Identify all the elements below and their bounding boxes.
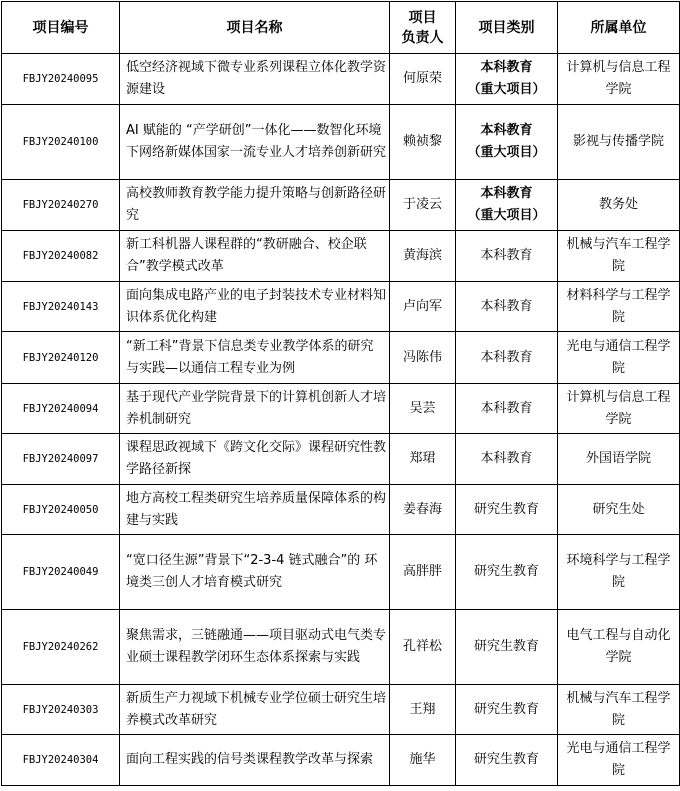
cell-category <box>456 384 558 434</box>
cell-code: FBJY20240094 <box>2 384 120 434</box>
cell-name: 地方高校工程类研究生培养质量保障体系的构建与实践 <box>120 485 390 535</box>
cell-leader: 吴芸 <box>390 384 456 434</box>
cell-unit: 光电与通信工程学院 <box>558 735 680 786</box>
header-code: 项目编号 <box>2 2 120 54</box>
category-line1: 研究生教育 <box>473 701 539 717</box>
cell-unit: 环境科学与工程学院 <box>558 535 680 610</box>
cell-category <box>456 685 558 735</box>
cell-category <box>456 180 558 231</box>
cell-name: AI 赋能的 “产学研创”一体化——数智化环境下网络新媒体国家一流专业人才培养创新研究 <box>120 105 390 180</box>
cell-unit: 计算机与信息工程学院 <box>558 54 680 105</box>
cell-name: 聚焦需求，三链融通——项目驱动式电气类专业硕士课程教学闭环生态体系探索与实践 <box>120 610 390 685</box>
header-leader <box>390 2 456 54</box>
cell-name: 基于现代产业学院背景下的计算机创新人才培养机制研究 <box>120 384 390 434</box>
header-unit: 所属单位 <box>558 2 680 54</box>
cell-name: 课程思政视域下《跨文化交际》课程研究性教学路径新探 <box>120 434 390 485</box>
cell-unit: 机械与汽车工程学院 <box>558 685 680 735</box>
cell-leader: 姜春海 <box>390 485 456 535</box>
category-line1: 本科教育 <box>480 298 533 314</box>
header-category: 项目类别 <box>456 2 558 54</box>
category-line1: 研究生教育 <box>473 639 539 654</box>
cell-name: 面向集成电路产业的电子封装技术专业材料知识体系优化构建 <box>120 282 390 332</box>
cell-code: FBJY20240095 <box>2 54 120 105</box>
cell-category <box>456 54 558 105</box>
cell-leader: 高胖胖 <box>390 535 456 610</box>
cell-unit: 教务处 <box>558 180 680 231</box>
cell-leader: 孔祥松 <box>390 610 456 685</box>
cell-category <box>456 105 558 180</box>
cell-code: FBJY20240303 <box>2 685 120 735</box>
table-row <box>2 610 680 685</box>
cell-name: 新工科机器人课程群的“教研融合、校企联合”教学模式改革 <box>120 231 390 282</box>
category-line2: （重大项目） <box>467 145 546 160</box>
category-line1: 本科教育 <box>480 248 533 263</box>
cell-name: 面向工程实践的信号类课程教学改革与探索 <box>120 735 390 786</box>
cell-leader: 黄海滨 <box>390 231 456 282</box>
cell-category <box>456 735 558 786</box>
cell-code: FBJY20240143 <box>2 282 120 332</box>
category-line1: 本科教育 <box>480 349 533 365</box>
cell-code: FBJY20240049 <box>2 535 120 610</box>
category-line1: 本科教育 <box>480 123 533 138</box>
cell-unit: 电气工程与自动化学院 <box>558 610 680 685</box>
cell-category <box>456 434 558 485</box>
cell-unit: 影视与传播学院 <box>558 105 680 180</box>
table-row <box>2 282 680 332</box>
table-row <box>2 434 680 485</box>
cell-name: “宽口径生源”背景下“2-3-4 链式融合”的 环境类三创人才培育模式研究 <box>120 535 390 610</box>
table-row <box>2 485 680 535</box>
cell-leader: 王翔 <box>390 685 456 735</box>
cell-code: FBJY20240082 <box>2 231 120 282</box>
category-line1: 本科教育 <box>480 451 533 466</box>
cell-code: FBJY20240270 <box>2 180 120 231</box>
table-row <box>2 180 680 231</box>
cell-category <box>456 610 558 685</box>
cell-unit: 计算机与信息工程学院 <box>558 384 680 434</box>
cell-unit: 外国语学院 <box>558 434 680 485</box>
project-table <box>1 1 680 786</box>
table-row <box>2 685 680 735</box>
category-line1: 本科教育 <box>480 60 533 75</box>
category-line1: 本科教育 <box>480 186 533 201</box>
cell-category <box>456 485 558 535</box>
table-header-row <box>2 2 680 54</box>
cell-name: 低空经济视域下微专业系列课程立体化教学资源建设 <box>120 54 390 105</box>
table-row <box>2 332 680 384</box>
header-leader-line2: 负责人 <box>401 29 444 46</box>
table-row <box>2 105 680 180</box>
table-row <box>2 231 680 282</box>
category-line2: （重大项目） <box>467 208 546 223</box>
cell-unit: 材料科学与工程学院 <box>558 282 680 332</box>
table-row <box>2 535 680 610</box>
cell-name: 新质生产力视域下机械专业学位硕士研究生培养模式改革研究 <box>120 685 390 735</box>
category-line1: 研究生教育 <box>473 752 539 767</box>
cell-category <box>456 231 558 282</box>
category-line1: 本科教育 <box>480 400 533 416</box>
cell-leader: 冯陈伟 <box>390 332 456 384</box>
header-leader-line1: 项目 <box>408 9 437 26</box>
cell-category <box>456 535 558 610</box>
cell-unit: 光电与通信工程学院 <box>558 332 680 384</box>
cell-code: FBJY20240050 <box>2 485 120 535</box>
table-row <box>2 384 680 434</box>
cell-name: “新工科”背景下信息类专业教学体系的研究与实践—以通信工程专业为例 <box>120 332 390 384</box>
cell-leader: 于凌云 <box>390 180 456 231</box>
cell-code: FBJY20240304 <box>2 735 120 786</box>
cell-code: FBJY20240262 <box>2 610 120 685</box>
cell-name: 高校教师教育教学能力提升策略与创新路径研究 <box>120 180 390 231</box>
header-name: 项目名称 <box>120 2 390 54</box>
category-line1: 研究生教育 <box>473 564 539 579</box>
cell-leader: 赖祯黎 <box>390 105 456 180</box>
cell-code: FBJY20240120 <box>2 332 120 384</box>
table-row <box>2 735 680 786</box>
cell-leader: 卢向军 <box>390 282 456 332</box>
cell-code: FBJY20240100 <box>2 105 120 180</box>
table-row <box>2 54 680 105</box>
category-line2: （重大项目） <box>467 82 546 97</box>
cell-unit: 研究生处 <box>558 485 680 535</box>
cell-leader: 郑珺 <box>390 434 456 485</box>
cell-leader: 何原荣 <box>390 54 456 105</box>
cell-code: FBJY20240097 <box>2 434 120 485</box>
category-line1: 研究生教育 <box>473 501 539 517</box>
cell-category <box>456 282 558 332</box>
cell-unit: 机械与汽车工程学院 <box>558 231 680 282</box>
cell-category <box>456 332 558 384</box>
cell-leader: 施华 <box>390 735 456 786</box>
